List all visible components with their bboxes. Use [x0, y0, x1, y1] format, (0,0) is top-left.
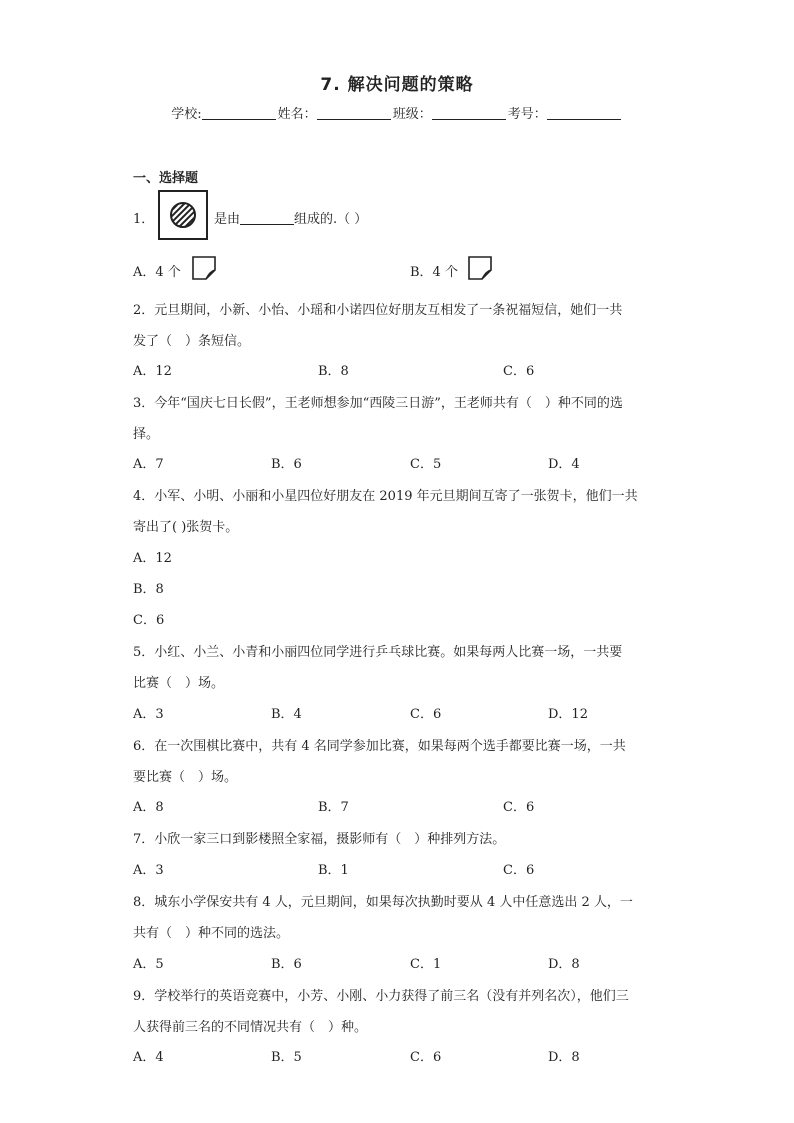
question-5-line-1: 5．小红、小兰、小青和小丽四位同学进行乒乓球比赛。如果每两人比赛一场，一共要	[133, 645, 623, 660]
question-5-option-d[interactable]: D．12	[548, 707, 588, 722]
question-2-line-2: 发了（ ）条短信。	[133, 334, 251, 349]
question-7-option-b[interactable]: B．1	[318, 863, 349, 878]
question-3-line-2: 择。	[133, 427, 160, 442]
question-4-option-b[interactable]: B．8	[133, 582, 164, 597]
folded-square-icon	[192, 256, 216, 280]
hatched-circle-icon	[170, 202, 196, 228]
question-8-option-a[interactable]: A．5	[133, 957, 164, 972]
class-label: 班级：	[392, 107, 432, 122]
question-2-option-c[interactable]: C．6	[503, 364, 535, 379]
question-2-option-a[interactable]: A．12	[133, 364, 172, 379]
question-5-option-a[interactable]: A．3	[133, 707, 164, 722]
question-6-line-2: 要比赛（ ）场。	[133, 770, 238, 785]
question-8-option-d[interactable]: D．8	[548, 957, 580, 972]
question-9-option-c[interactable]: C．6	[410, 1050, 442, 1065]
question-7-option-a[interactable]: A．3	[133, 863, 164, 878]
question-4-option-c[interactable]: C．6	[133, 613, 165, 628]
question-9-option-a[interactable]: A．4	[133, 1050, 164, 1065]
question-3-line-1: 3．今年“国庆七日长假”，王老师想参加“西陵三日游”，王老师共有（ ）种不同的选	[133, 396, 623, 411]
student-info-row	[0, 103, 794, 122]
question-8-line-1: 8．城东小学保安共有 4 人，元旦期间，如果每次执勤时要从 4 人中任意选出 2 人，一	[133, 895, 633, 910]
question-4-line-2: 寄出了( )张贺卡。	[133, 520, 239, 535]
question-5-option-b[interactable]: B．4	[271, 707, 302, 722]
question-2-option-b[interactable]: B．8	[318, 364, 349, 379]
question-9-option-b[interactable]: B．5	[271, 1050, 302, 1065]
question-8-option-c[interactable]: C．1	[410, 957, 442, 972]
question-8-line-2: 共有（ ）种不同的选法。	[133, 926, 290, 941]
name-blank[interactable]	[317, 107, 391, 120]
question-3-option-c[interactable]: C．5	[410, 457, 442, 472]
question-8-option-b[interactable]: B．6	[271, 957, 302, 972]
section-title: 一、选择题	[133, 171, 199, 186]
school-label: 学校:	[171, 107, 202, 122]
question-3-option-a[interactable]: A．7	[133, 457, 164, 472]
question-2-line-1: 2．元旦期间，小新、小怡、小瑶和小诺四位好朋友互相发了一条祝福短信，她们一共	[133, 303, 623, 318]
name-label: 姓名：	[277, 107, 317, 122]
school-blank[interactable]	[202, 107, 276, 120]
question-1-option-b[interactable]: B．4 个	[410, 265, 458, 280]
exam-no-label: 考号：	[507, 107, 547, 122]
question-6-option-b[interactable]: B．7	[318, 800, 349, 815]
question-1-text: 是由 组成的.（ ）	[214, 212, 368, 227]
question-9-option-d[interactable]: D．8	[548, 1050, 580, 1065]
hatched-circle-figure	[158, 190, 208, 240]
question-6-option-c[interactable]: C．6	[503, 800, 535, 815]
page-title: 7. 解决问题的策略	[320, 75, 474, 95]
question-1-option-a[interactable]: A．4 个	[133, 265, 181, 280]
question-9-line-2: 人获得前三名的不同情况共有（ ）种。	[133, 1020, 368, 1035]
question-1-blank[interactable]	[240, 212, 294, 225]
question-3-option-d[interactable]: D．4	[548, 457, 580, 472]
question-1-number: 1．	[133, 212, 155, 227]
question-3-option-b[interactable]: B．6	[271, 457, 302, 472]
question-5-option-c[interactable]: C．6	[410, 707, 442, 722]
question-6-option-a[interactable]: A．8	[133, 800, 164, 815]
folded-square-icon	[468, 256, 492, 280]
exam-no-blank[interactable]	[547, 107, 621, 120]
class-blank[interactable]	[432, 107, 506, 120]
question-9-line-1: 9．学校举行的英语竞赛中，小芳、小刚、小力获得了前三名（没有并列名次），他们三	[133, 989, 629, 1004]
question-7-option-c[interactable]: C．6	[503, 863, 535, 878]
question-7-line-1: 7．小欣一家三口到影楼照全家福，摄影师有（ ）种排列方法。	[133, 832, 506, 847]
question-6-line-1: 6．在一次围棋比赛中，共有 4 名同学参加比赛，如果每两个选手都要比赛一场，一共	[133, 739, 626, 754]
question-4-option-a[interactable]: A．12	[133, 551, 172, 566]
question-4-line-1: 4．小军、小明、小丽和小星四位好朋友在 2019 年元旦期间互寄了一张贺卡，他们一共	[133, 489, 638, 504]
question-5-line-2: 比赛（ ）场。	[133, 676, 225, 691]
